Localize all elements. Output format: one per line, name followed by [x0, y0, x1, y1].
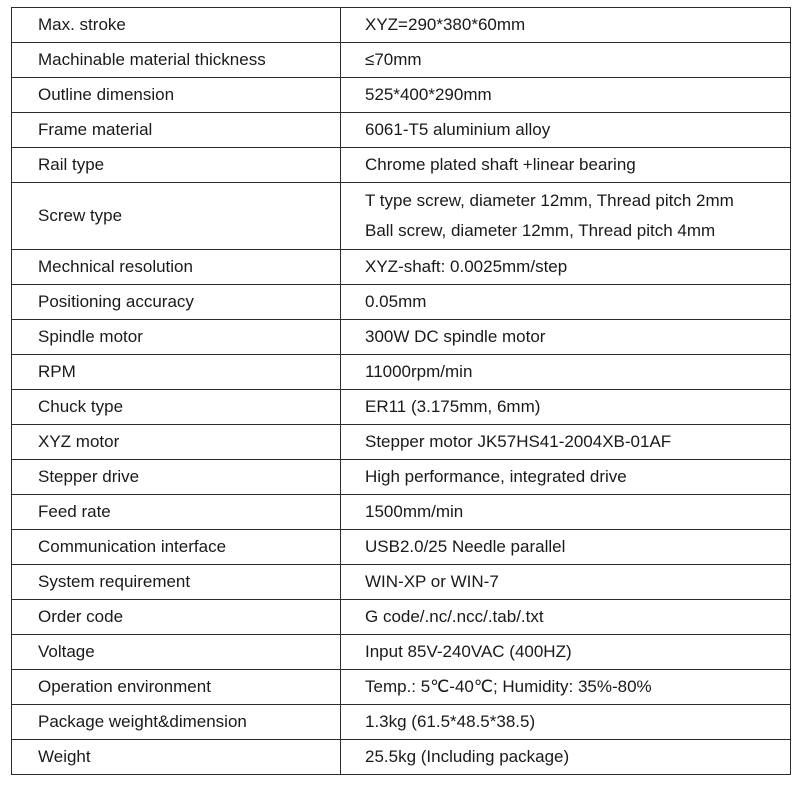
spec-value-line: High performance, integrated drive — [365, 467, 627, 486]
spec-row — [12, 148, 791, 183]
spec-value — [341, 78, 791, 113]
spec-label: Operation environment — [12, 670, 341, 705]
spec-value — [341, 355, 791, 390]
spec-value-line: Stepper motor JK57HS41-2004XB-01AF — [365, 432, 672, 451]
spec-value — [341, 113, 791, 148]
spec-label: Frame material — [12, 113, 341, 148]
spec-row — [12, 320, 791, 355]
spec-label: System requirement — [12, 565, 341, 600]
spec-value — [341, 148, 791, 183]
spec-row — [12, 635, 791, 670]
spec-row — [12, 705, 791, 740]
spec-label: Outline dimension — [12, 78, 341, 113]
spec-row — [12, 565, 791, 600]
spec-value — [341, 320, 791, 355]
spec-value-line: T type screw, diameter 12mm, Thread pitch 2mm — [365, 191, 734, 210]
spec-value — [341, 390, 791, 425]
spec-value-line: 25.5kg (Including package) — [365, 747, 570, 766]
spec-label: Feed rate — [12, 495, 341, 530]
spec-label: XYZ motor — [12, 425, 341, 460]
spec-row — [12, 8, 791, 43]
spec-label: Chuck type — [12, 390, 341, 425]
spec-value — [341, 565, 791, 600]
spec-value-line: USB2.0/25 Needle parallel — [365, 537, 566, 556]
spec-value-line: WIN-XP or WIN-7 — [365, 572, 499, 591]
spec-row — [12, 530, 791, 565]
spec-label: Voltage — [12, 635, 341, 670]
spec-label: Spindle motor — [12, 320, 341, 355]
spec-row — [12, 600, 791, 635]
spec-value — [341, 183, 791, 250]
spec-value — [341, 285, 791, 320]
spec-row — [12, 355, 791, 390]
spec-label: Order code — [12, 600, 341, 635]
spec-value — [341, 495, 791, 530]
spec-row — [12, 670, 791, 705]
spec-value-line: Chrome plated shaft +linear bearing — [365, 155, 636, 174]
spec-value — [341, 705, 791, 740]
spec-value-line: Temp.: 5℃-40℃; Humidity: 35%-80% — [365, 677, 652, 696]
spec-value-line: 11000rpm/min — [365, 362, 473, 381]
spec-label: Max. stroke — [12, 8, 341, 43]
spec-table-body — [12, 8, 791, 775]
spec-value — [341, 740, 791, 775]
spec-row — [12, 250, 791, 285]
spec-value-line: Input 85V-240VAC (400HZ) — [365, 642, 572, 661]
spec-row — [12, 390, 791, 425]
spec-row — [12, 78, 791, 113]
spec-label: Machinable material thickness — [12, 43, 341, 78]
spec-label: Positioning accuracy — [12, 285, 341, 320]
spec-label: Stepper drive — [12, 460, 341, 495]
spec-value-line: G code/.nc/.ncc/.tab/.txt — [365, 607, 544, 626]
spec-value — [341, 530, 791, 565]
spec-table — [11, 7, 791, 775]
spec-value-line: 1.3kg (61.5*48.5*38.5) — [365, 712, 536, 731]
spec-row — [12, 425, 791, 460]
spec-value-line: ER11 (3.175mm, 6mm) — [365, 397, 541, 416]
spec-value-line: 1500mm/min — [365, 502, 464, 521]
spec-value — [341, 250, 791, 285]
spec-value — [341, 460, 791, 495]
spec-label: Communication interface — [12, 530, 341, 565]
spec-value-line: 0.05mm — [365, 292, 427, 311]
spec-row — [12, 43, 791, 78]
spec-value — [341, 600, 791, 635]
spec-row — [12, 740, 791, 775]
spec-row — [12, 113, 791, 148]
spec-value — [341, 425, 791, 460]
spec-value — [341, 670, 791, 705]
spec-value — [341, 8, 791, 43]
spec-row — [12, 495, 791, 530]
spec-value-line: 525*400*290mm — [365, 85, 492, 104]
spec-value-line: 300W DC spindle motor — [365, 327, 546, 346]
spec-value — [341, 43, 791, 78]
spec-row — [12, 183, 791, 250]
spec-value-line: Ball screw, diameter 12mm, Thread pitch 4mm — [365, 221, 716, 240]
spec-value-line: ≤70mm — [365, 50, 422, 69]
spec-value — [341, 635, 791, 670]
spec-value-line: XYZ-shaft: 0.0025mm/step — [365, 257, 568, 276]
spec-label: Mechnical resolution — [12, 250, 341, 285]
spec-label: Package weight&dimension — [12, 705, 341, 740]
spec-value-line: 6061-T5 aluminium alloy — [365, 120, 551, 139]
spec-label: Screw type — [12, 183, 341, 250]
spec-row — [12, 460, 791, 495]
spec-label: Weight — [12, 740, 341, 775]
spec-label: Rail type — [12, 148, 341, 183]
spec-label: RPM — [12, 355, 341, 390]
spec-value-line: XYZ=290*380*60mm — [365, 15, 526, 34]
spec-row — [12, 285, 791, 320]
